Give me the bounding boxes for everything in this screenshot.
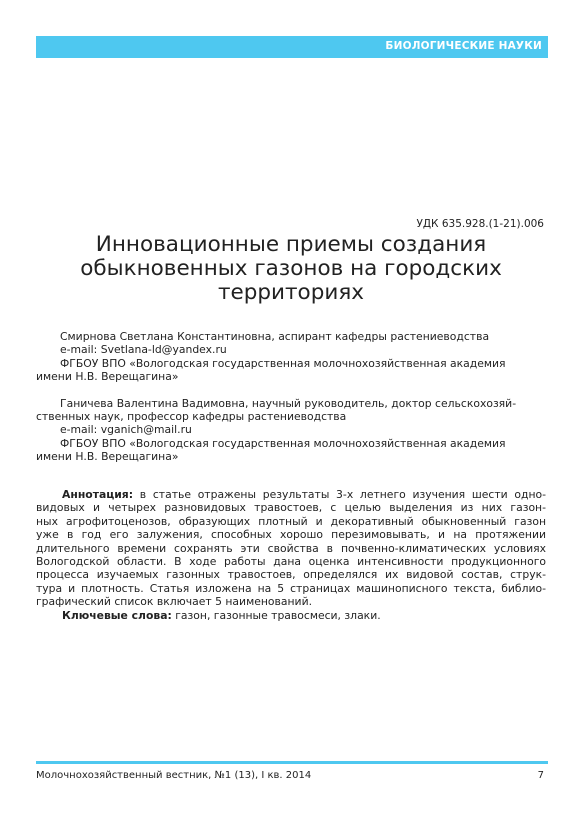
- keywords-line: [36, 609, 546, 622]
- footer-divider: [36, 761, 548, 764]
- author-affiliation: ФГБОУ ВПО «Вологодская государственная молочнохозяйственная академия: [60, 436, 506, 450]
- abstract-section: [36, 488, 546, 622]
- author-line: Ганичева Валентина Вадимовна, научный руководитель, доктор сельскохозяй-: [60, 396, 517, 410]
- keywords-text: газон, газонные травосмеси, злаки.: [171, 608, 381, 622]
- author-line-cont: ственных наук, профессор кафедры растениеводства: [36, 410, 347, 424]
- keywords-label: Ключевые слова:: [62, 608, 172, 622]
- abstract-line: Вологодской области. В ходе работы дана оценка интенсивности продукционного: [36, 555, 546, 569]
- abstract-line: уже в год его залужения, способных хорошо перезимовывать, и на протяжении: [36, 528, 546, 542]
- section-label: БИОЛОГИЧЕСКИЕ НАУКИ: [385, 40, 542, 52]
- title-line: территориях: [218, 280, 364, 305]
- abstract-text: в статье отражены результаты 3-х летнего изучения шести одно-: [133, 488, 546, 501]
- abstract-line: графический список включает 5 наименований.: [36, 595, 313, 609]
- abstract-line: процесса изучаемых газонных травостоев, определялся их видовой состав, струк-: [36, 568, 546, 582]
- title-line: Инновационные приемы создания: [95, 232, 487, 257]
- author-email: e-mail: vganich@mail.ru: [60, 423, 192, 437]
- author-affiliation-cont: имени Н.В. Верещагина»: [36, 450, 179, 464]
- author-line: Смирнова Светлана Константиновна, аспирант кафедры растениеводства: [60, 330, 490, 343]
- udk-code: УДК 635.928.(1-21).006: [416, 218, 544, 230]
- author-affiliation: ФГБОУ ВПО «Вологодская государственная молочнохозяйственная академия: [60, 356, 506, 370]
- abstract-line: тура и плотность. Статья изложена на 5 страницах машинописного текста, библио-: [36, 581, 546, 595]
- author-affiliation-cont: имени Н.В. Верещагина»: [36, 370, 179, 384]
- abstract-line: длительного времени сохранять эти свойства в почвенно-климатических условиях: [36, 541, 546, 555]
- abstract-line: ных агрофитоценозов, образующих плотный и декоративный обыкновенный газон: [36, 514, 546, 528]
- page-number: 7: [537, 770, 544, 781]
- author-block-2: [36, 396, 548, 464]
- author-block-1: [36, 330, 548, 384]
- abstract-line: [36, 488, 546, 501]
- journal-citation: Молочнохозяйственный вестник, №1 (13), I кв. 2014: [36, 770, 312, 781]
- abstract-line: видовых и четырех разновидовых травостоев, с целью выделения из них газон-: [36, 501, 546, 515]
- abstract-label: Аннотация:: [62, 488, 134, 501]
- title-line: обыкновенных газонов на городских: [80, 256, 502, 281]
- article-title: [36, 233, 546, 305]
- authors-section: [36, 330, 548, 477]
- section-header-bar: [36, 36, 548, 58]
- author-email: e-mail: Svetlana-ld@yandex.ru: [60, 343, 227, 357]
